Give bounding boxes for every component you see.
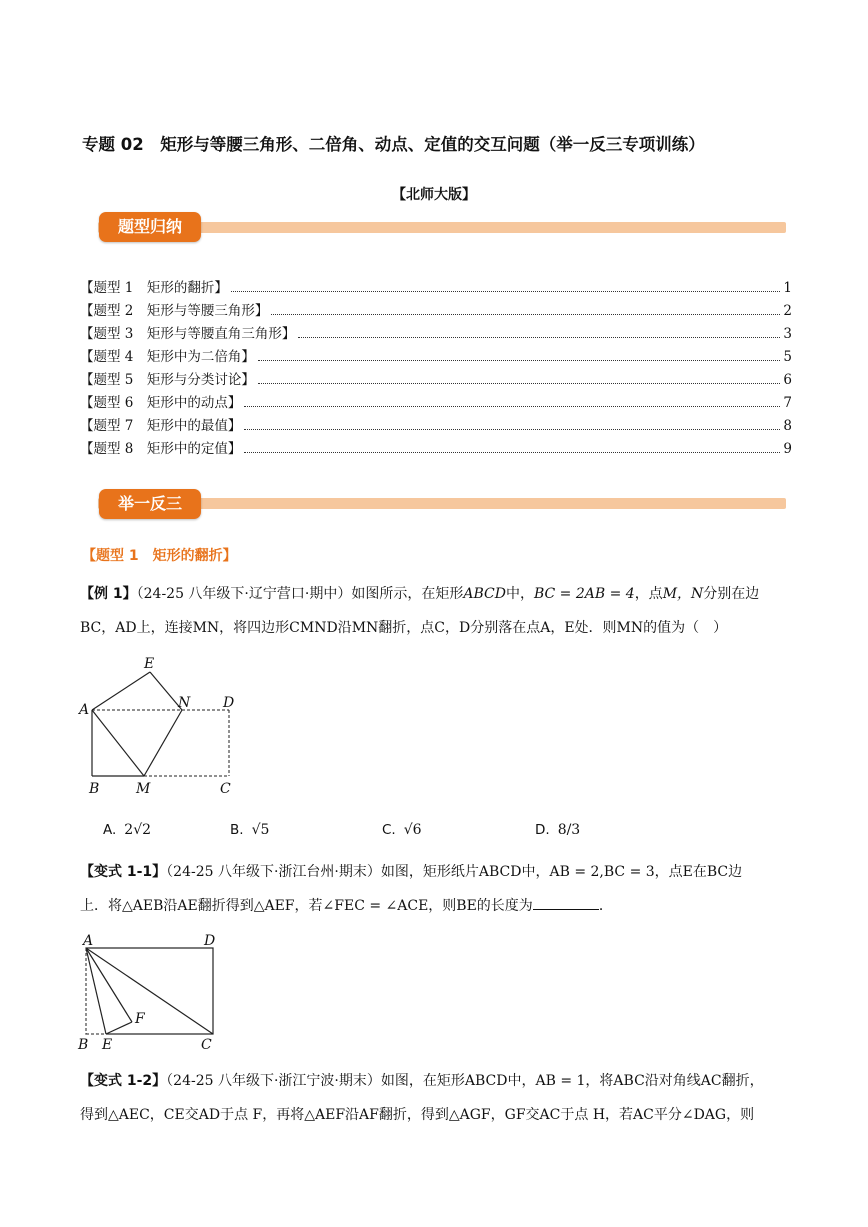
option-key: B. bbox=[230, 822, 244, 838]
text-run: 上．将△AEB沿AE翻折得到△AEF，若∠FEC = ∠ACE，则BE的长度为 bbox=[80, 898, 533, 914]
label-B: B bbox=[78, 1037, 89, 1053]
option-key: D. bbox=[535, 822, 550, 838]
segment-EF bbox=[106, 1022, 132, 1034]
variant-1-2-text bbox=[80, 1064, 792, 1132]
toc-row[interactable] bbox=[80, 437, 792, 457]
variant-1-1-text bbox=[80, 855, 792, 923]
toc-leader-dots bbox=[244, 429, 780, 430]
toc-label: 【题型 5 矩形与分类讨论】 bbox=[80, 372, 255, 388]
variant-source: （24-25 八年级下·浙江台州·期末） bbox=[166, 864, 381, 880]
option-value: √5 bbox=[251, 822, 270, 838]
option-value: √6 bbox=[403, 822, 422, 838]
text-run: 如图所示，在矩形 bbox=[351, 586, 464, 602]
figure-example-1 bbox=[76, 652, 246, 798]
label-C: C bbox=[220, 781, 231, 797]
text-run: 分别在边 bbox=[703, 586, 760, 602]
option-b[interactable] bbox=[230, 822, 269, 838]
label-A: A bbox=[79, 702, 90, 718]
toc-label: 【题型 6 矩形中的动点】 bbox=[80, 395, 242, 411]
label-A: A bbox=[83, 933, 94, 949]
toc-page-number: 7 bbox=[783, 395, 792, 411]
option-d[interactable] bbox=[535, 822, 580, 838]
toc-row[interactable] bbox=[80, 414, 792, 434]
segment-AE bbox=[86, 948, 106, 1034]
option-key: C. bbox=[382, 822, 396, 838]
toc-label: 【题型 4 矩形中为二倍角】 bbox=[80, 349, 255, 365]
label-D: D bbox=[223, 695, 235, 711]
toc-label: 【题型 2 矩形与等腰三角形】 bbox=[80, 303, 269, 319]
edition-label: 【北师大版】 bbox=[392, 187, 476, 203]
option-key: A. bbox=[103, 822, 117, 838]
label-F: F bbox=[135, 1011, 145, 1027]
variant-source: （24-25 八年级下·浙江宁波·期末） bbox=[166, 1073, 381, 1089]
toc-page-number: 8 bbox=[783, 418, 792, 434]
label-E: E bbox=[102, 1037, 113, 1053]
toc-leader-dots bbox=[244, 452, 780, 453]
toc-page-number: 5 bbox=[783, 349, 792, 365]
banner-toc: 题型归纳 bbox=[99, 212, 201, 242]
banner-bar bbox=[98, 498, 786, 509]
text-run: 中， bbox=[505, 586, 534, 602]
segment-AE bbox=[92, 672, 150, 710]
answer-blank[interactable] bbox=[533, 893, 599, 910]
example-tag: 【例 1】 bbox=[80, 586, 137, 602]
math-run: M，N bbox=[662, 586, 704, 602]
toc-page-number: 9 bbox=[783, 441, 792, 457]
toc-label: 【题型 7 矩形中的最值】 bbox=[80, 418, 242, 434]
label-B: B bbox=[89, 781, 100, 797]
label-D: D bbox=[204, 933, 216, 949]
toc-leader-dots bbox=[271, 314, 780, 315]
document-title: 专题 02 矩形与等腰三角形、二倍角、动点、定值的交互问题（举一反三专项训练） bbox=[82, 135, 705, 154]
toc-label: 【题型 1 矩形的翻折】 bbox=[80, 280, 228, 296]
option-a[interactable] bbox=[103, 822, 151, 838]
example-1-text bbox=[80, 577, 792, 645]
toc-row[interactable] bbox=[80, 391, 792, 411]
toc-leader-dots bbox=[298, 337, 780, 338]
option-c[interactable] bbox=[382, 822, 422, 838]
text-run: ． bbox=[598, 898, 613, 914]
option-value: 8/3 bbox=[557, 822, 581, 838]
toc-leader-dots bbox=[244, 406, 780, 407]
banner-bar bbox=[98, 222, 786, 233]
toc-page-number: 2 bbox=[783, 303, 792, 319]
text-run: ，点 bbox=[634, 586, 663, 602]
figure-variant-1-1 bbox=[74, 930, 224, 1054]
label-E: E bbox=[144, 656, 155, 672]
segment-AC bbox=[86, 948, 213, 1034]
segment-AF bbox=[86, 948, 132, 1022]
math-run: BC = 2AB = 4 bbox=[533, 586, 635, 602]
segment-AM bbox=[92, 710, 144, 776]
text-run: 如图，矩形纸片ABCD中，AB = 2,BC = 3，点E在BC边 bbox=[380, 864, 743, 880]
text-run: 得到△AEC，CE交AD于点 F，再将△AEF沿AF翻折，得到△AGF，GF交AC于点 H，若AC平分∠DAG，则 bbox=[80, 1107, 755, 1123]
toc-row[interactable] bbox=[80, 276, 792, 296]
toc-page-number: 6 bbox=[783, 372, 792, 388]
toc-page-number: 3 bbox=[783, 326, 792, 342]
math-run: ABCD bbox=[463, 586, 506, 602]
section-heading: 【题型 1 矩形的翻折】 bbox=[82, 548, 237, 564]
toc-label: 【题型 3 矩形与等腰直角三角形】 bbox=[80, 326, 296, 342]
text-run: BC，AD上，连接MN，将四边形CMND沿MN翻折，点C，D分别落在点A，E处．则MN的值为（ ） bbox=[80, 620, 728, 636]
label-M: M bbox=[136, 781, 151, 797]
option-value: 2√2 bbox=[124, 822, 152, 838]
banner-practice: 举一反三 bbox=[99, 489, 201, 519]
toc-row[interactable] bbox=[80, 322, 792, 342]
toc-leader-dots bbox=[258, 383, 781, 384]
toc-leader-dots bbox=[258, 360, 781, 361]
toc-row[interactable] bbox=[80, 299, 792, 319]
toc-row[interactable] bbox=[80, 368, 792, 388]
toc-leader-dots bbox=[231, 291, 781, 292]
text-run: 如图，在矩形ABCD中，AB = 1，将ABC沿对角线AC翻折， bbox=[380, 1073, 764, 1089]
toc-row[interactable] bbox=[80, 345, 792, 365]
variant-tag: 【变式 1-2】 bbox=[80, 1073, 167, 1089]
label-N: N bbox=[178, 695, 191, 711]
variant-tag: 【变式 1-1】 bbox=[80, 864, 167, 880]
toc-label: 【题型 8 矩形中的定值】 bbox=[80, 441, 242, 457]
example-source: （24-25 八年级下·辽宁营口·期中） bbox=[136, 586, 352, 602]
toc-page-number: 1 bbox=[783, 280, 792, 296]
segment-NM bbox=[144, 710, 182, 776]
label-C: C bbox=[201, 1037, 212, 1053]
